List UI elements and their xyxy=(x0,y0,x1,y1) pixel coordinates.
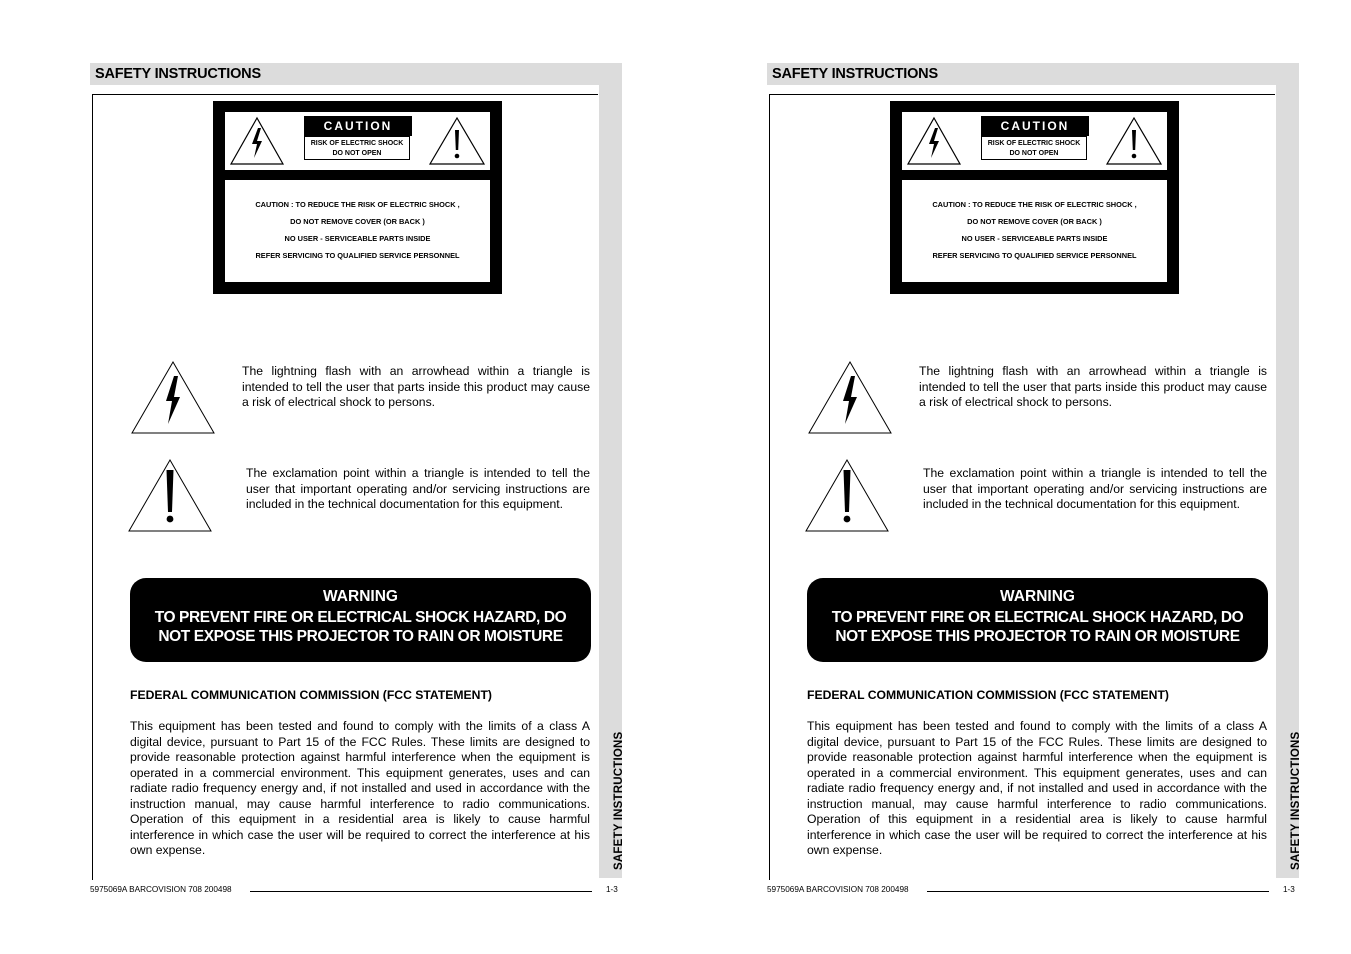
exclamation-description: The exclamation point within a triangle is intended to tell the user that important operating and/or servicing instructions are included in the technical documentation for this equipment. xyxy=(246,466,590,512)
caution-risk-text xyxy=(981,136,1087,160)
caution-label-bottom xyxy=(225,180,490,282)
page-number: 1-3 xyxy=(606,885,618,894)
page-title: SAFETY INSTRUCTIONS xyxy=(772,66,938,82)
caution-label-bottom xyxy=(902,180,1167,282)
warning-line-1: TO PREVENT FIRE OR ELECTRICAL SHOCK HAZARD, DO xyxy=(154,609,567,626)
caution-heading: CAUTION xyxy=(981,116,1089,136)
warning-text xyxy=(807,608,1268,646)
frame-rule-top xyxy=(769,94,1275,95)
caution-line-2: DO NOT REMOVE COVER (OR BACK ) xyxy=(290,217,425,226)
caution-line-1: CAUTION : TO REDUCE THE RISK OF ELECTRIC SHOCK , xyxy=(932,200,1137,209)
side-tab-label: SAFETY INSTRUCTIONS xyxy=(613,731,625,870)
caution-line-3: NO USER - SERVICEABLE PARTS INSIDE xyxy=(961,234,1108,243)
side-tab-label: SAFETY INSTRUCTIONS xyxy=(1290,731,1302,870)
lightning-description: The lightning flash with an arrowhead within a triangle is intended to tell the user that parts inside this product may cause a risk of electrical shock to persons. xyxy=(242,364,590,410)
page-number: 1-3 xyxy=(1283,885,1295,894)
caution-label xyxy=(213,101,502,294)
lightning-triangle-icon xyxy=(229,116,285,166)
warning-line-2: NOT EXPOSE THIS PROJECTOR TO RAIN OR MOISTURE xyxy=(158,628,563,645)
fcc-heading: FEDERAL COMMUNICATION COMMISSION (FCC STATEMENT) xyxy=(130,688,492,702)
caution-line-2: DO NOT REMOVE COVER (OR BACK ) xyxy=(967,217,1102,226)
caution-label-top xyxy=(225,112,490,170)
frame-rule-left xyxy=(92,94,93,880)
warning-banner xyxy=(807,578,1268,662)
caution-label-top xyxy=(902,112,1167,170)
footer-rule xyxy=(927,891,1269,892)
page-title: SAFETY INSTRUCTIONS xyxy=(95,66,261,82)
fcc-statement: This equipment has been tested and found to comply with the limits of a class A digital device, pursuant to Part 15 of the FCC Rules. These limits are designed to provide reasonable protection against harmful interference when the equipment is operated in a commercial environment. This equipment generates, uses and can radiate radio frequency energy and, if not installed and used in accordance with the instruction manual, may cause harmful interference to radio communications. Operation of this equipment in a residential area is likely to cause harmful interference in which case the user will be required to correct the interference at his own expense. xyxy=(807,719,1267,857)
document-code: 5975069A BARCOVISION 708 200498 xyxy=(767,885,909,894)
caution-line-1: CAUTION : TO REDUCE THE RISK OF ELECTRIC SHOCK , xyxy=(255,200,460,209)
caution-heading: CAUTION xyxy=(304,116,412,136)
caution-line-4: REFER SERVICING TO QUALIFIED SERVICE PERSONNEL xyxy=(932,251,1137,260)
lightning-triangle-icon xyxy=(906,116,962,166)
risk-line-2: DO NOT OPEN xyxy=(332,150,382,157)
risk-line-1: RISK OF ELECTRIC SHOCK xyxy=(987,140,1081,147)
caution-label xyxy=(890,101,1179,294)
warning-text xyxy=(130,608,591,646)
exclamation-triangle-icon xyxy=(428,116,486,166)
warning-title: WARNING xyxy=(1000,588,1075,605)
lightning-triangle-icon xyxy=(807,360,893,436)
caution-line-4: REFER SERVICING TO QUALIFIED SERVICE PERSONNEL xyxy=(255,251,460,260)
manual-page-left xyxy=(90,0,630,954)
warning-line-1: TO PREVENT FIRE OR ELECTRICAL SHOCK HAZARD, DO xyxy=(831,609,1244,626)
footer-rule xyxy=(250,891,592,892)
caution-line-3: NO USER - SERVICEABLE PARTS INSIDE xyxy=(284,234,431,243)
warning-banner xyxy=(130,578,591,662)
exclamation-triangle-icon xyxy=(804,458,890,534)
risk-line-2: DO NOT OPEN xyxy=(1009,150,1059,157)
manual-page-right xyxy=(767,0,1307,954)
frame-rule-top xyxy=(92,94,598,95)
lightning-description: The lightning flash with an arrowhead within a triangle is intended to tell the user that parts inside this product may cause a risk of electrical shock to persons. xyxy=(919,364,1267,410)
exclamation-triangle-icon xyxy=(127,458,213,534)
exclamation-triangle-icon xyxy=(1105,116,1163,166)
document-code: 5975069A BARCOVISION 708 200498 xyxy=(90,885,232,894)
fcc-heading: FEDERAL COMMUNICATION COMMISSION (FCC STATEMENT) xyxy=(807,688,1169,702)
warning-title: WARNING xyxy=(323,588,398,605)
caution-risk-text xyxy=(304,136,410,160)
fcc-statement: This equipment has been tested and found to comply with the limits of a class A digital device, pursuant to Part 15 of the FCC Rules. These limits are designed to provide reasonable protection against harmful interference when the equipment is operated in a commercial environment. This equipment generates, uses and can radiate radio frequency energy and, if not installed and used in accordance with the instruction manual, may cause harmful interference to radio communications. Operation of this equipment in a residential area is likely to cause harmful interference in which case the user will be required to correct the interference at his own expense. xyxy=(130,719,590,857)
frame-rule-left xyxy=(769,94,770,880)
warning-line-2: NOT EXPOSE THIS PROJECTOR TO RAIN OR MOISTURE xyxy=(835,628,1240,645)
risk-line-1: RISK OF ELECTRIC SHOCK xyxy=(310,140,404,147)
exclamation-description: The exclamation point within a triangle is intended to tell the user that important operating and/or servicing instructions are included in the technical documentation for this equipment. xyxy=(923,466,1267,512)
lightning-triangle-icon xyxy=(130,360,216,436)
